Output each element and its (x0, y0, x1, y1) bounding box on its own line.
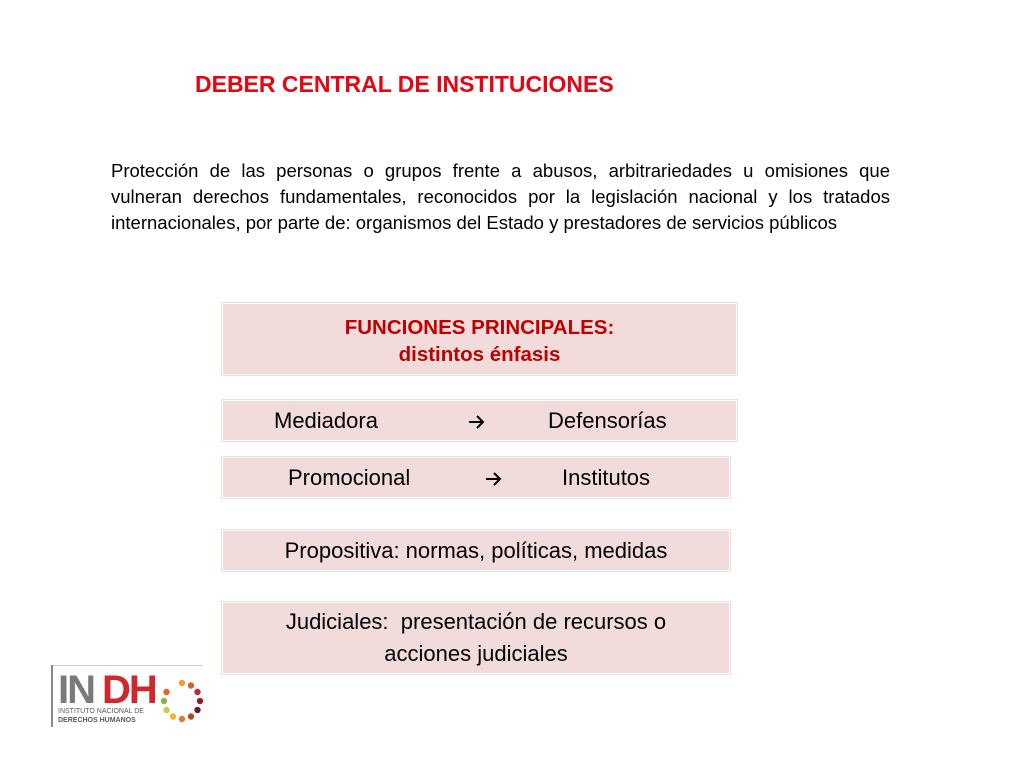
functions-header-line1: FUNCIONES PRINCIPALES: (344, 316, 615, 339)
functions-header-box (222, 303, 737, 375)
mediadora-label: Mediadora (274, 408, 378, 433)
mediadora-box (222, 400, 737, 441)
indh-logo (51, 665, 203, 727)
functions-header-line2: distintos énfasis (398, 343, 561, 366)
judiciales-box (222, 602, 730, 674)
logo-subtitle-2: DERECHOS HUMANOS (58, 717, 136, 724)
arrow-right-icon (485, 470, 503, 488)
logo-top-rule (53, 665, 203, 666)
defensorias-label: Defensorías (548, 408, 667, 433)
propositiva-label: Propositiva: normas, políticas, medidas (284, 538, 668, 563)
institutos-label: Institutos (562, 465, 651, 490)
logo-dots-icon (160, 679, 204, 723)
judiciales-line1: Judiciales: presentación de recursos o (285, 609, 667, 634)
intro-paragraph: Protección de las personas o grupos frente a abusos, arbitrariedades u omisiones que vulneran derechos fundamentales, reconocidos por la legislación nacional y los tratados internacionales, por parte de: organismos del Estado y prestadores de servicios públicos (111, 160, 890, 233)
promocional-box (222, 457, 730, 498)
logo-letters-in: IN (58, 668, 94, 712)
promocional-label: Promocional (288, 465, 411, 490)
propositiva-box (222, 530, 730, 571)
slide-title: DEBER CENTRAL DE INSTITUCIONES (195, 71, 614, 97)
logo-divider (51, 665, 53, 727)
logo-subtitle-1: INSTITUTO NACIONAL DE (58, 708, 144, 715)
arrow-right-icon (468, 413, 486, 431)
judiciales-line2: acciones judiciales (384, 641, 568, 666)
logo-letters-dh: DH (102, 668, 156, 712)
